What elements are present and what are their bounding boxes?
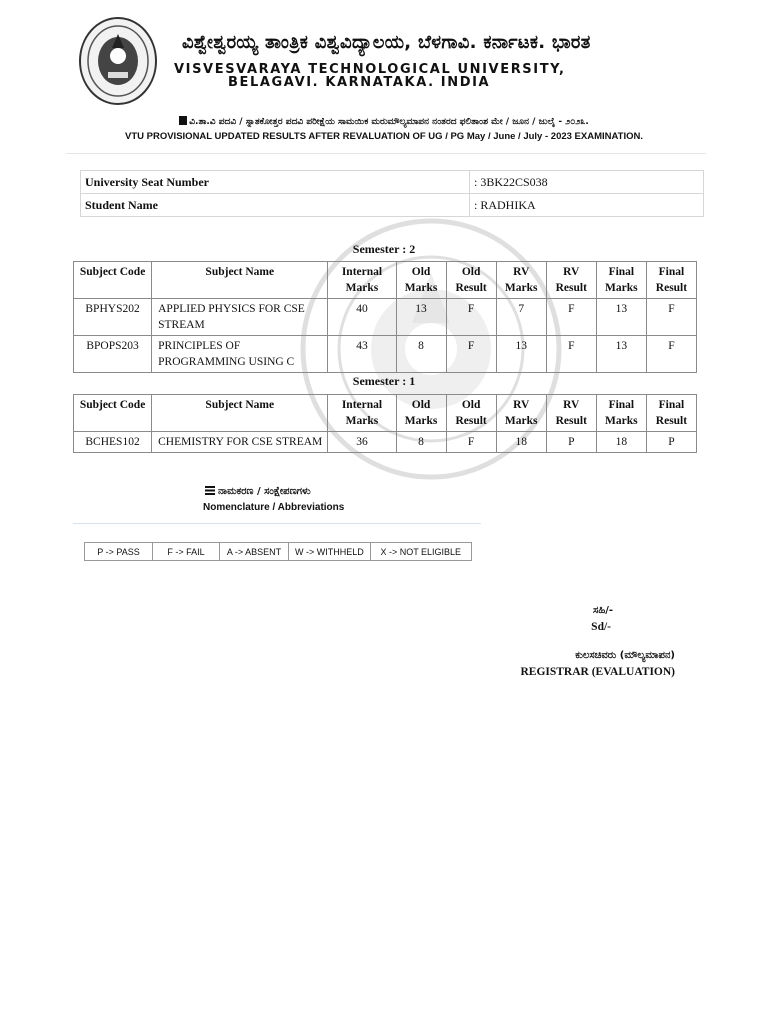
table-row [74,432,697,453]
registrar-title-english: REGISTRAR (EVALUATION) [520,666,675,678]
col-old-marks: Old Marks [396,262,446,299]
final-marks: 18 [596,432,646,453]
registrar-title-kannada: ಕುಲಸಚಿವರು (ಮೌಲ್ಯಮಾಪನ) [575,650,675,661]
university-title-english-line2: BELAGAVI. KARNATAKA. INDIA [228,75,491,90]
internal-marks: 43 [328,336,396,373]
student-name-row [81,194,704,217]
student-info-table [80,170,704,217]
table-header-row [74,395,697,432]
col-rv-result: RV Result [546,262,596,299]
list-icon [205,486,215,495]
final-result: F [646,299,696,336]
col-subject-code: Subject Code [74,262,152,299]
col-final-result: Final Result [646,395,696,432]
rv-marks: 18 [496,432,546,453]
col-subject-name: Subject Name [152,262,328,299]
abbr-not-eligible: X -> NOT ELIGIBLE [370,543,471,561]
subject-name: CHEMISTRY FOR CSE STREAM [152,432,328,453]
internal-marks: 36 [328,432,396,453]
col-subject-code: Subject Code [74,395,152,432]
abbr-withheld: W -> WITHHELD [289,543,371,561]
col-internal-marks: Internal Marks [328,262,396,299]
nomenclature-title-kannada-text: ನಾಮಕರಣ / ಸಂಕ್ಷೇಪಣಗಳು [218,486,311,497]
rv-result: F [546,299,596,336]
old-marks: 8 [396,336,446,373]
semester-1-results-table [73,394,697,453]
final-result: P [646,432,696,453]
subject-name: PRINCIPLES OF PROGRAMMING USING C [152,336,328,373]
exam-title-kannada [0,116,768,127]
col-old-result: Old Result [446,262,496,299]
subject-code: BPOPS203 [74,336,152,373]
nomenclature-title-english: Nomenclature / Abbreviations [203,502,345,513]
final-result: F [646,336,696,373]
col-rv-result: RV Result [546,395,596,432]
subject-name: APPLIED PHYSICS FOR CSE STREAM [152,299,328,336]
final-marks: 13 [596,299,646,336]
student-name-label: Student Name [81,194,470,217]
col-internal-marks: Internal Marks [328,395,396,432]
nomenclature-title-kannada [205,486,311,497]
semester-2-results-table [73,261,697,373]
university-title-kannada: ವಿಶ್ವೇಶ್ವರಯ್ಯ ತಾಂತ್ರಿಕ ವಿಶ್ವವಿದ್ಯಾಲಯ, ಬೆಳಗಾವಿ. ಕರ್ನಾಟಕ. ಭಾರತ [182,32,591,53]
col-final-marks: Final Marks [596,262,646,299]
document-icon [179,116,187,125]
subject-code: BPHYS202 [74,299,152,336]
divider [73,523,481,524]
table-header-row [74,262,697,299]
rv-result: F [546,336,596,373]
seat-number-value: : 3BK22CS038 [470,171,704,194]
col-rv-marks: RV Marks [496,262,546,299]
semester-2-title: Semester : 2 [352,242,416,256]
old-result: F [446,432,496,453]
old-marks: 8 [396,432,446,453]
col-old-result: Old Result [446,395,496,432]
exam-title-english: VTU PROVISIONAL UPDATED RESULTS AFTER REVALUATION OF UG / PG May / June / July - 2023 EXAMINATION. [125,131,643,142]
table-row [74,299,697,336]
rv-marks: 7 [496,299,546,336]
student-name-value: : RADHIKA [470,194,704,217]
signature-sd-kannada: ಸಹಿ/- [593,605,613,616]
abbr-pass: P -> PASS [85,543,153,561]
rv-marks: 13 [496,336,546,373]
semester-1-title: Semester : 1 [352,374,416,388]
table-row [74,336,697,373]
seat-number-label: University Seat Number [81,171,470,194]
col-subject-name: Subject Name [152,395,328,432]
signature-sd-english: Sd/- [591,621,611,633]
final-marks: 13 [596,336,646,373]
page-header [78,14,678,114]
old-result: F [446,299,496,336]
col-old-marks: Old Marks [396,395,446,432]
subject-code: BCHES102 [74,432,152,453]
abbr-fail: F -> FAIL [153,543,220,561]
col-final-marks: Final Marks [596,395,646,432]
col-rv-marks: RV Marks [496,395,546,432]
seat-number-row [81,171,704,194]
col-final-result: Final Result [646,262,696,299]
abbreviations-table [84,542,472,561]
abbr-absent: A -> ABSENT [220,543,289,561]
divider [66,153,706,154]
old-result: F [446,336,496,373]
internal-marks: 40 [328,299,396,336]
exam-title-kannada-text: ವಿ.ತಾ.ವಿ ಪದವಿ / ಸ್ನಾತಕೋತ್ತರ ಪದವಿ ಪರೀಕ್ಷೆಯ ಸಾಮಯಿಕ ಮರುಮೌಲ್ಯಮಾಪನ ನಂತರದ ಫಲಿತಾಂಶ ಮೇ / ಜೂನ / ಜುಲೈ - ೨೦೨೩. [189,117,589,127]
rv-result: P [546,432,596,453]
abbreviations-row [85,543,472,561]
university-title-english-line1: VISVESVARAYA TECHNOLOGICAL UNIVERSITY, [174,62,566,77]
university-emblem-icon [78,16,158,106]
old-marks: 13 [396,299,446,336]
